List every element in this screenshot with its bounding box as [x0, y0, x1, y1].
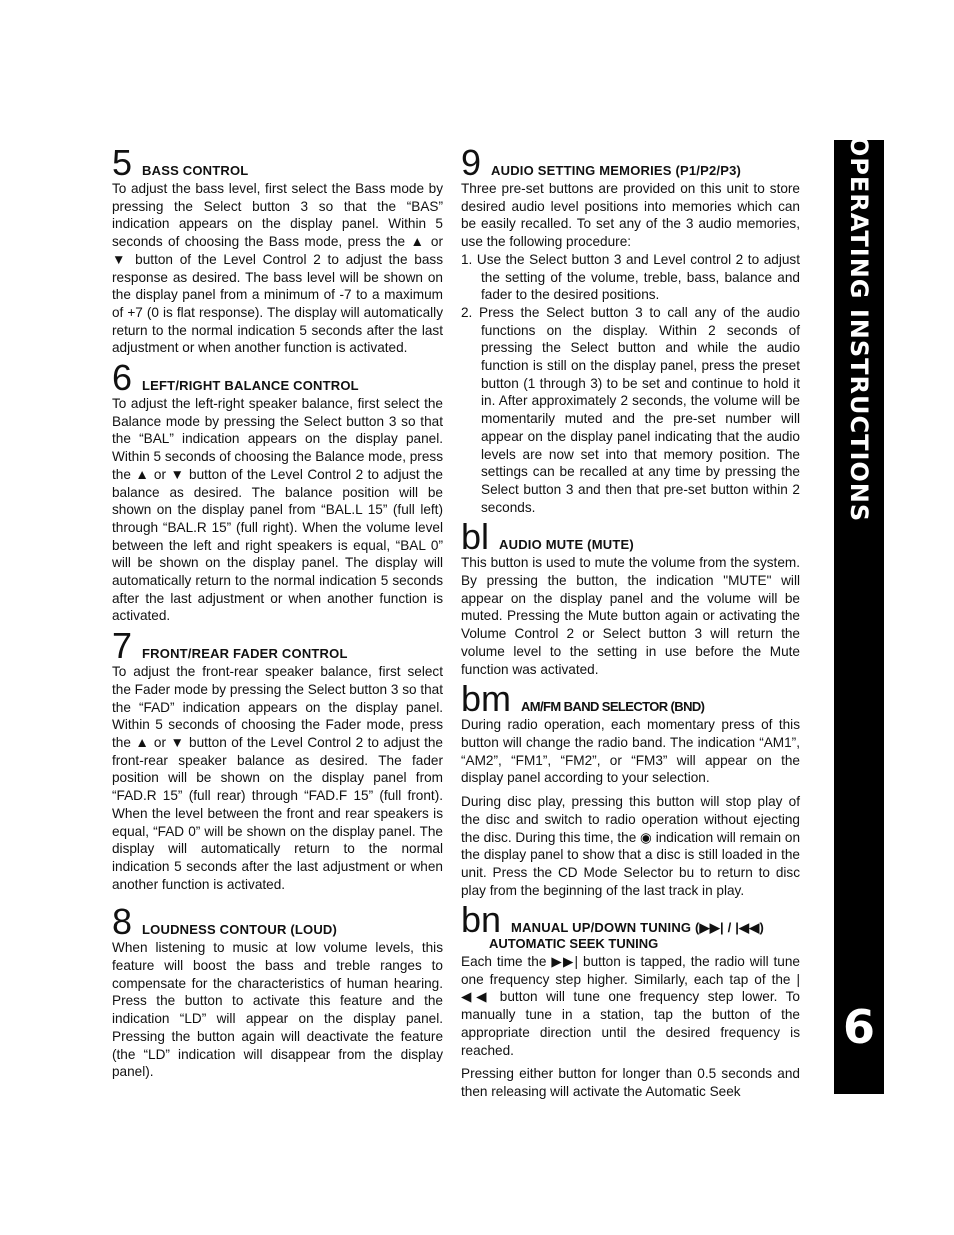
- section-body: Three pre-set buttons are provided on this unit to store desired audio level positions into memories which can be easily recalled. To set any of the 3 audio memories, use the following procedure:: [461, 181, 800, 250]
- section-heading: MANUAL UP/DOWN TUNING (▶▶| / |◀◀): [511, 920, 764, 936]
- section-balance-control: [112, 357, 443, 625]
- section-bass-control: [112, 142, 443, 357]
- section-body: To adjust the left-right speaker balance, first select the Balance mode by pressing the Select button 3 so that the “BAL” indication appears on the display panel. Within 5 seconds of choosing the Balance mode, press the ▲ or ▼ button of the Level Control 2 to adjust the balance as desired. The balance position will be shown on the display panel from “BAL.L 15” (full left) through “BAL.R 15” (full right). When the volume level between the left and right speakers is equal, “BAL 0” will be shown on the display panel. The display will automatically return to the normal indication 5 seconds after the last adjustment or when another function is activated.: [112, 396, 443, 624]
- section-tuning: [461, 899, 800, 1100]
- section-heading: FRONT/REAR FADER CONTROL: [142, 646, 348, 662]
- sidebar-title-wrap: [834, 135, 884, 523]
- procedure-list: [461, 251, 800, 517]
- section-number: bm: [461, 678, 512, 720]
- section-heading: LOUDNESS CONTOUR (LOUD): [142, 922, 338, 938]
- section-body: When listening to music at low volume levels, this feature will boost the bass and treble ranges to compensate for the characteristics of human hearing. Press the button to activate this feature and the indication “LD” will appear on the display panel. Pressing the button again will deactivate the feature (the “LD” indication will disappear from the display panel).: [112, 940, 443, 1080]
- section-number: 9: [461, 142, 482, 183]
- section-number: 8: [112, 901, 133, 943]
- left-column: [112, 142, 443, 1087]
- section-body: Each time the ▶▶| button is tapped, the radio will tune one frequency step higher. Similarly, each tap of the |◀◀ button will tune one frequency step lower. To manually tune in a station, tap the button of the appropriate direction until the desired frequency is reached.: [461, 954, 800, 1058]
- section-fader-control: [112, 625, 443, 893]
- section-band-selector: [461, 678, 801, 899]
- section-subheading: AUTOMATIC SEEK TUNING: [489, 936, 659, 952]
- right-column: [461, 142, 801, 1107]
- section-audio-mute: [461, 516, 800, 678]
- section-number: 7: [112, 625, 133, 667]
- section-loudness: [112, 901, 443, 1081]
- section-heading: LEFT/RIGHT BALANCE CONTROL: [142, 378, 359, 394]
- list-item: 1. Use the Select button 3 and Level control 2 to adjust the setting of the volume, treble, bass, balance and fader to the desired positions.: [461, 251, 800, 303]
- section-body: To adjust the bass level, first select the Bass mode by pressing the Select button 3 so that the “BAS” indication appears on the display panel. Within 5 seconds of choosing the Bass mode, press the ▲ or ▼ button of the Level Control 2 to adjust the bass response as desired. The bass level will be shown on the display panel from a minimum of -7 to a maximum of +7 (0 is flat response). The display will automatically return to the normal indication 5 seconds after the last adjustment or when another function is activated.: [112, 181, 443, 356]
- section-heading: AUDIO SETTING MEMORIES (P1/P2/P3): [491, 163, 742, 178]
- section-body: To adjust the front-rear speaker balance, first select the Fader mode by pressing the Select button 3 so that the “FAD” indication appears on the display panel. Within 5 seconds of choosing the Fader mode, press the ▲ or ▼ button of the Level Control 2 to adjust the front-rear speaker balance as desired. The fader position will be shown on the display panel from “FAD.R 15” (full rear) through “FAD.F 15” (full front). When the level between the front and rear speakers is equal, “FAD 0” will be shown on the display panel. The display will automatically return to the normal indication 5 seconds after the last adjustment or when another function is activated.: [112, 664, 443, 892]
- section-heading: AM/FM BAND SELECTOR (BND): [521, 699, 705, 715]
- sidebar-tab: [834, 135, 884, 1094]
- section-number: bl: [461, 516, 490, 558]
- section-body: During disc play, pressing this button will stop play of the disc and switch to radio operation without ejecting the disc. During this time, the ◉ indication will remain on the display panel to show that a disc is still loaded in the unit. Press the CD Mode Selector bu to return to disc play from the beginning of the last track in play.: [461, 794, 801, 898]
- section-heading: AUDIO MUTE (MUTE): [499, 537, 634, 553]
- section-audio-memories: [461, 142, 800, 516]
- section-body: During radio operation, each momentary press of this button will change the radio band. The indication “AM1”, “AM2”, “FM1”, “FM2”, or “FM3” will appear on the display panel according to your selection.: [461, 717, 800, 786]
- section-heading: BASS CONTROL: [142, 163, 249, 178]
- list-item: 2. Press the Select button 3 to call any of the audio functions on the display. Within 2 seconds of pressing the Select button and while the audio function is still on the display panel, press the preset button (1 through 3) to be set and continue to hold it in. After approximately 2 seconds, the volume will be momentarily muted and the pre-set number will appear on the display panel indicating that the audio levels are now set into that memory position. The settings can be recalled at any time by pressing the Select button 3 and then that pre-set button within 2 seconds.: [461, 304, 800, 515]
- section-number: 6: [112, 357, 133, 399]
- section-body: This button is used to mute the volume from the system. By pressing the button, the indication "MUTE" will appear on the display panel and the volume will be muted. Pressing the Mute button again or activating the Volume Control 2 or Select button 3 will return the volume level to the setting in use before the Mute function was activated.: [461, 555, 800, 677]
- section-number: 5: [112, 142, 133, 183]
- section-number: bn: [461, 899, 502, 941]
- page-number: 6: [842, 1000, 875, 1054]
- sidebar-title: OPERATING INSTRUCTIONS: [845, 135, 874, 523]
- section-body: Pressing either button for longer than 0.5 seconds and then releasing will activate the Automatic Seek: [461, 1066, 800, 1099]
